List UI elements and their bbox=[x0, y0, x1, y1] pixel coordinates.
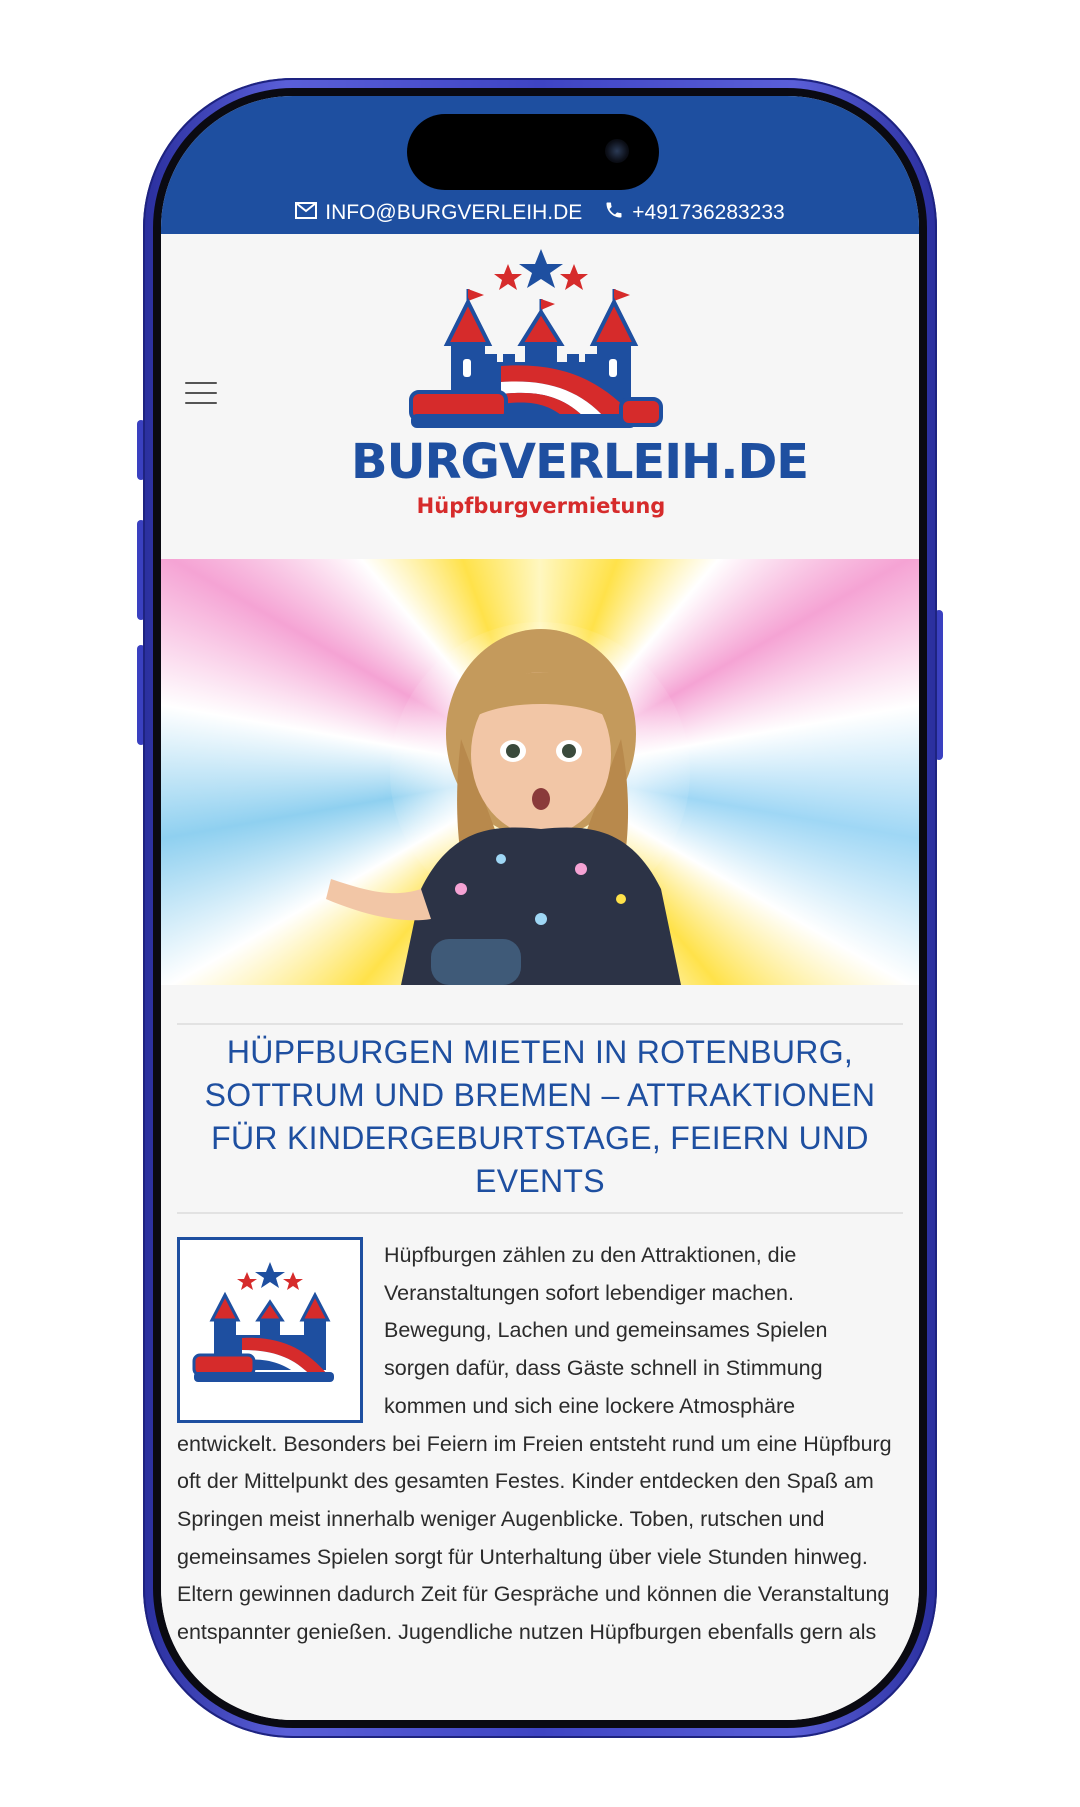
divider-top bbox=[177, 1023, 903, 1025]
logo-wordmark: BURGVERLEIH.DE bbox=[351, 434, 809, 490]
email-text: INFO@BURGVERLEIH.DE bbox=[325, 201, 583, 224]
main-content bbox=[161, 985, 919, 1720]
phone-icon bbox=[604, 200, 624, 226]
contact-row bbox=[161, 196, 919, 230]
page-heading: HÜPFBURGEN MIETEN IN ROTENBURG, SOTTRUM UND BREMEN – ATTRAKTIONEN FÜR KINDERGEBURTSTAGE, FEIERN UND EVENTS bbox=[204, 1034, 876, 1199]
phone-text: +491736283233 bbox=[632, 201, 785, 224]
email-link[interactable] bbox=[295, 201, 582, 225]
hero-image bbox=[161, 559, 919, 985]
hamburger-menu-icon[interactable] bbox=[185, 382, 217, 406]
child-photo-illustration bbox=[161, 559, 919, 985]
top-contact-bar bbox=[161, 96, 919, 234]
intro-paragraph: Hüpfburgen zählen zu den Attraktionen, die Veranstaltungen sofort lebendiger machen. Bewegung, Lachen und gemeinsames Spielen sorgen dafür, dass Gäste schnell in Stimmung kommen und sich eine lockere Atmosphäre entwickelt. Besonders bei Feiern im Freien entsteht rund um eine Hüpfburg oft der Mittelpunkt des gesamten Festes. Kinder entdecken den Spaß am Springen meist innerhalb weniger Augenblicke. Toben, rutschen und gemeinsames Spielen sorgt für Unterhaltung über viele Stunden hinweg. Eltern gewinnen dadurch Zeit für Gespräche und können die Veranstaltung entspannter genießen. Jugendliche nutzen Hüpfburgen ebenfalls gern als bbox=[177, 1243, 892, 1645]
site-logo[interactable] bbox=[351, 244, 809, 544]
phone-screen bbox=[161, 96, 919, 1720]
logo-subtitle: Hüpfburgvermietung bbox=[416, 494, 666, 518]
mail-icon bbox=[295, 201, 317, 225]
dynamic-island bbox=[407, 114, 659, 190]
divider-bottom bbox=[177, 1212, 903, 1214]
site-header bbox=[161, 234, 919, 559]
bouncy-castle-logo-icon bbox=[351, 244, 731, 434]
phone-link[interactable] bbox=[604, 200, 784, 226]
front-camera bbox=[605, 139, 629, 163]
